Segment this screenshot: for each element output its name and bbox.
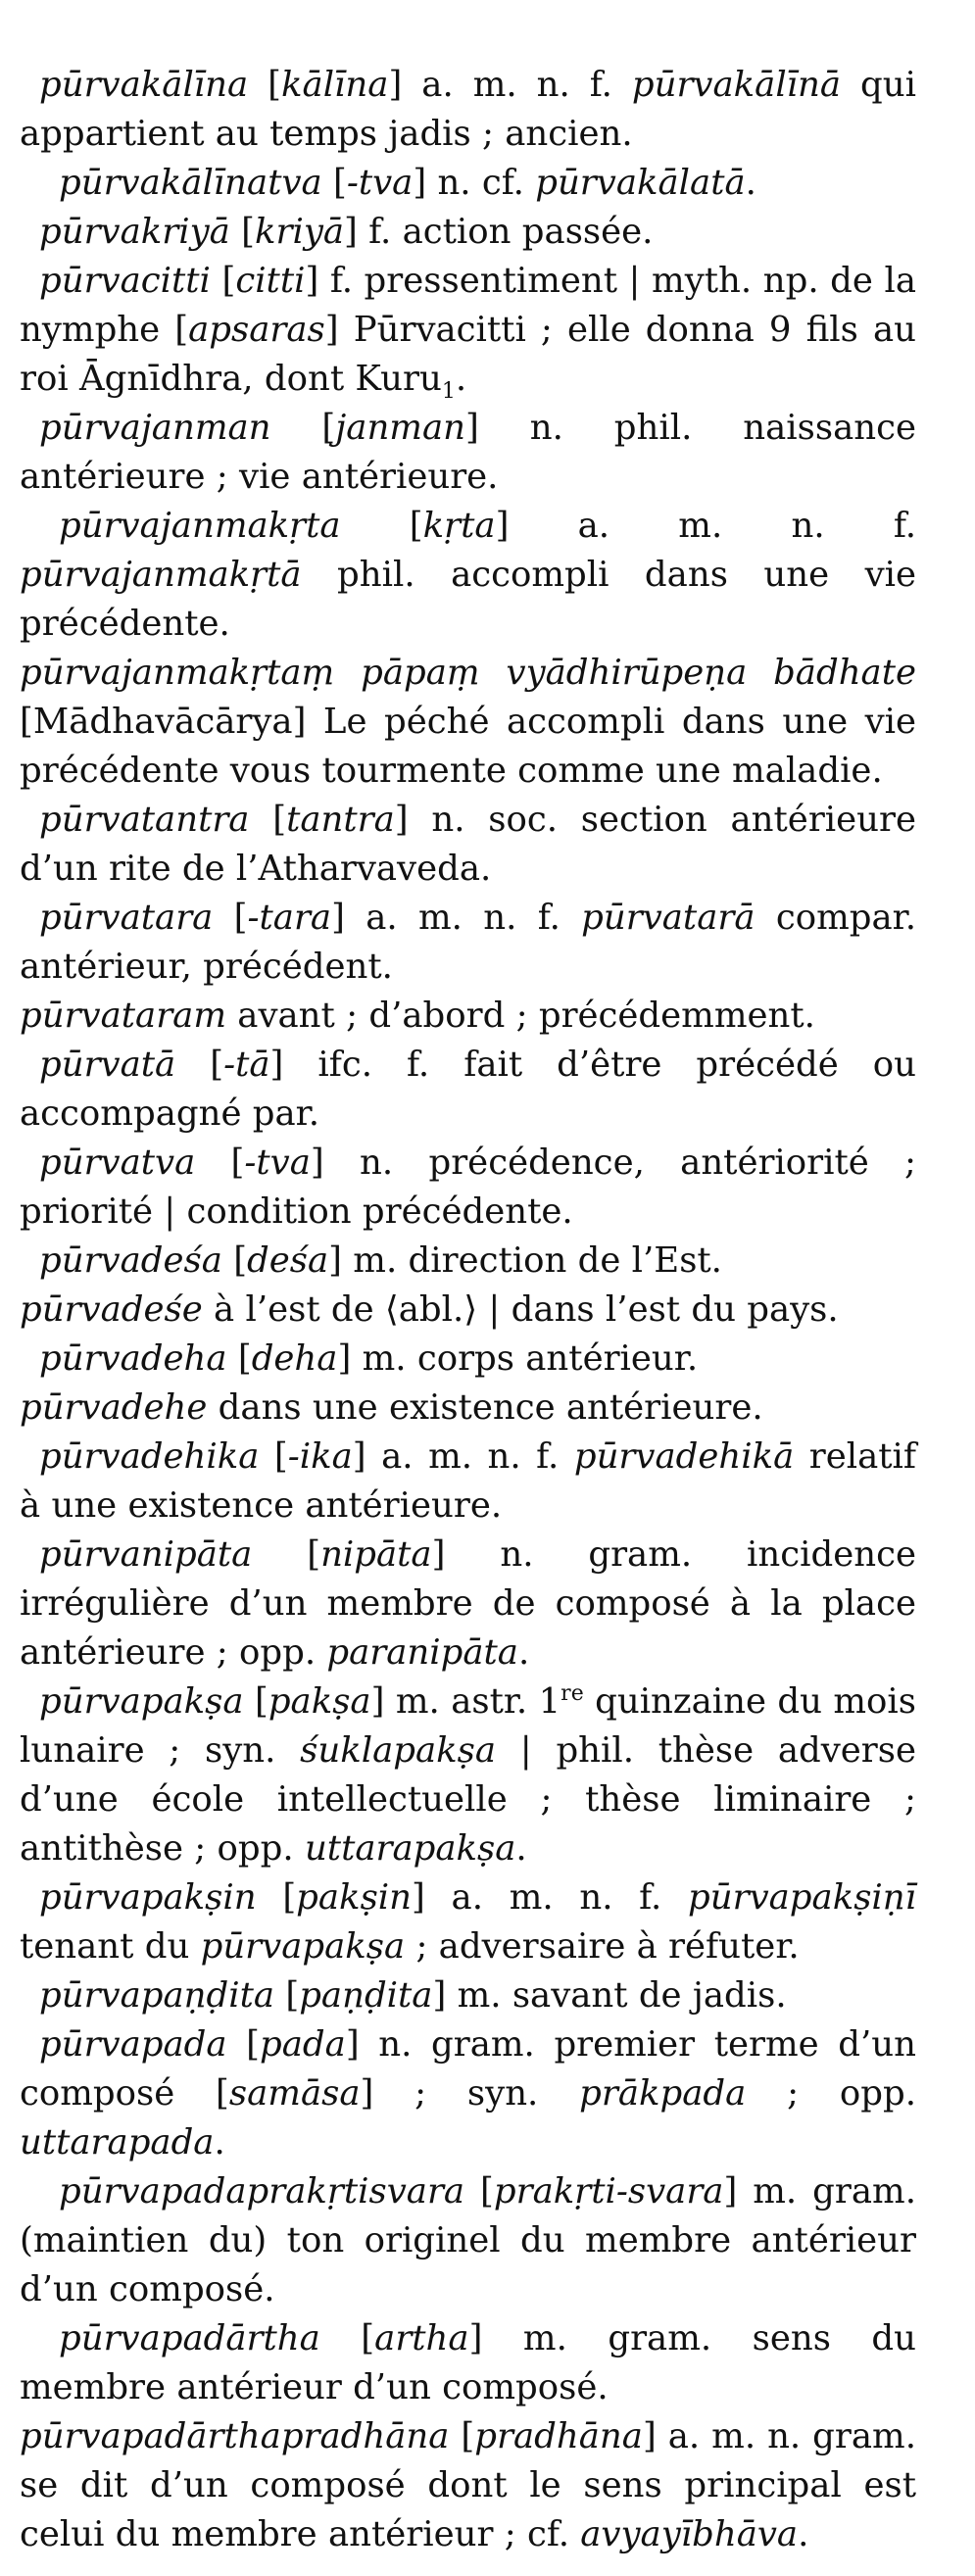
entry-text: qui appartient au temps jadis ; ancien. [20,65,916,154]
entry-text: relatif à une existence antérieure. [20,1436,917,1526]
dictionary-entry [20,1335,916,1384]
entry-text: [ [259,1436,288,1477]
entry-text: [ [274,1975,300,2016]
entry-term-italic: pūrvapaṇḍita [39,1975,275,2016]
entry-text: ] f. pressentiment | myth. np. de la nymphe [ [20,261,916,350]
entry-term-italic: artha [374,2318,469,2358]
entry-term-italic: -tara [247,898,332,938]
entry-term-italic: pūrvadeśa [39,1240,222,1281]
dictionary-entry [20,1531,916,1677]
dictionary-entry [20,1139,916,1237]
entry-text: [ [319,2318,375,2358]
entry-text: . [455,359,467,399]
entry-text: ] n. soc. section antérieure d’un rite de l’Atharvaveda. [20,800,916,889]
entry-text: ] m. savant de jadis. [432,1975,787,2016]
entry-term-italic: pūrvapakṣa [39,1681,244,1722]
entry-text: [ [210,261,236,301]
entry-text: avant ; d’abord ; précédemment. [226,996,815,1036]
entry-text: | phil. thèse adverse d’une école intellectuelle ; thèse liminaire ; antithèse ; opp. [20,1730,916,1869]
dictionary-entry [20,1041,916,1139]
entry-text: ] m. corps antérieur. [337,1338,699,1379]
entry-text: ] a. m. n. f. [352,1436,574,1477]
entry-term-italic: pūrvatantra [39,800,250,840]
dictionary-entry [20,649,916,796]
entry-text: [ [249,800,287,840]
entry-text: . [798,2514,809,2554]
entry-term-italic: prākpada [579,2073,747,2114]
dictionary-entry [20,796,916,894]
entry-term-italic: pūrvajanmakṛtā [20,555,302,595]
entry-term-italic: kriyā [254,212,345,252]
entry-text: à l’est de ⟨abl.⟩ | dans l’est du pays. [202,1289,839,1330]
dictionary-entry [20,404,916,502]
dictionary-entry [20,992,916,1041]
entry-term-italic: avyayībhāva [580,2514,799,2554]
entry-term-italic: citti [235,261,306,301]
entry-text: dans une existence antérieure. [207,1387,763,1428]
entry-text: . [745,163,756,203]
entry-term-italic: pūrvatā [39,1045,176,1085]
entry-text: tenant du [20,1926,201,1967]
entry-text: compar. antérieur, précédent. [20,898,916,987]
entry-text: [ [195,1142,245,1183]
entry-script-index: re [561,1681,584,1707]
entry-term-italic: pūrvapadārtha [59,2318,320,2358]
entry-term-italic: pūrvadehikā [573,1436,795,1477]
entry-term-italic: kṛta [422,506,496,546]
entry-text: ] n. gram. incidence irrégulière d’un membre de composé à la place antérieure ; opp. [20,1534,916,1673]
entry-term-italic: janman [335,408,465,448]
dictionary-entry [20,61,916,159]
dictionary-entry [20,1237,916,1286]
dictionary-entry [20,257,916,404]
entry-term-italic: pūrvadeśe [20,1289,203,1330]
entry-term-italic: pūrvajanmakṛtaṃ pāpaṃ vyādhirūpeṇa bādhate [20,653,916,693]
dictionary-entry [20,159,916,208]
entry-text: [ [248,65,282,105]
entry-term-italic: prakṛti-svara [493,2171,724,2211]
entry-text: [ [175,1045,224,1085]
entry-text: . [515,1828,527,1869]
entry-term-italic: pūrvakriyā [39,212,230,252]
entry-term-italic: pūrvakālīna [39,65,249,105]
entry-term-italic: paranipāta [326,1632,518,1673]
entry-text: [ [221,1240,248,1281]
entry-text: ] m. astr. 1 [370,1681,561,1722]
entry-term-italic: pūrvapada [39,2024,227,2065]
entry-text: ] n. précédence, antériorité ; priorité | condition précédente. [20,1142,917,1232]
dictionary-entry [20,1286,916,1335]
entry-text: . [517,1632,530,1673]
entry-term-italic: pūrvadeha [39,1338,227,1379]
entry-term-italic: pakṣin [296,1877,413,1918]
entry-text: ; adversaire à réfuter. [405,1926,800,1967]
entry-text: ] ifc. f. fait d’être précédé ou accompagné par. [20,1045,917,1134]
entry-term-italic: uttarapada [20,2122,215,2163]
entry-script-index: 1 [441,379,456,405]
entry-text: ] f. action passée. [344,212,654,252]
entry-text: [ [270,408,336,448]
entry-term-italic: pūrvadehika [39,1436,260,1477]
entry-term-italic: tantra [286,800,395,840]
dictionary-entry [20,894,916,992]
entry-text: [ [213,898,248,938]
entry-term-italic: uttarapakṣa [304,1828,516,1869]
entry-term-italic: pūrvapakṣin [39,1877,257,1918]
dictionary-entry [20,1971,916,2020]
entry-text: ; opp. [746,2073,916,2114]
entry-text: ] a. m. n. f. [495,506,916,546]
entry-text: [ [340,506,423,546]
entry-term-italic: pūrvakālīnatva [59,163,322,203]
entry-text: ] ; syn. [360,2073,580,2114]
entry-text: ] a. m. n. f. [331,898,582,938]
entry-term-italic: pradhāna [474,2416,643,2456]
entry-text: ] n. phil. naissance antérieure ; vie antérieure. [20,408,916,497]
entry-text: [ [229,212,255,252]
entry-term-italic: pūrvapadaprakṛtisvara [59,2171,465,2211]
entry-term-italic: pūrvajanman [39,408,271,448]
entry-text: ] n. gram. premier terme d’un composé [ [20,2024,917,2114]
dictionary-entry [20,1677,916,1873]
entry-term-italic: pūrvataram [20,996,227,1036]
entry-text: [ [256,1877,297,1918]
dictionary-entry [20,1384,916,1433]
entry-term-italic: nipāta [320,1534,432,1575]
entry-text: ] m. gram. sens du membre antérieur d’un composé. [20,2318,916,2407]
entry-text: ] m. gram. (maintien du) ton originel du membre antérieur d’un composé. [20,2171,916,2309]
entry-text: [Mādhavācārya] Le péché accompli dans une vie précédente vous tourmente comme une maladie. [20,702,916,791]
entry-text: ] a. m. n. f. [388,65,632,105]
dictionary-entry [20,2167,916,2314]
entry-text: [ [252,1534,321,1575]
entry-term-italic: -tva [244,1142,311,1183]
entry-term-italic: pūrvakālatā [535,163,746,203]
entry-term-italic: śuklapakṣa [300,1730,497,1771]
entry-term-italic: pūrvatarā [581,898,756,938]
entry-term-italic: pūrvadehe [20,1387,208,1428]
entry-term-italic: pūrvapakṣiṇī [688,1877,916,1918]
entry-text: . [214,2122,225,2163]
entry-term-italic: pūrvanipāta [39,1534,253,1575]
entry-term-italic: pūrvatara [39,898,214,938]
entry-term-italic: pūrvajanmakṛta [59,506,341,546]
dictionary-entry [20,2020,916,2167]
entry-text: [ [226,2024,261,2065]
entry-text: quinzaine du mois lunaire ; syn. [20,1681,916,1771]
dictionary-entry [20,1433,916,1531]
entry-text: ] n. cf. [413,163,536,203]
dictionary-entry [20,1873,916,1971]
dictionary-entry [20,502,916,649]
entry-term-italic: pakṣa [268,1681,371,1722]
entry-term-italic: deśa [247,1240,329,1281]
entry-text: [ [226,1338,252,1379]
entry-term-italic: pada [260,2024,346,2065]
dictionary-entry [20,2314,916,2412]
dictionary-entry [20,2412,916,2559]
entry-text: [ [243,1681,268,1722]
entry-term-italic: apsaras [188,310,325,350]
entry-term-italic: samāsa [228,2073,361,2114]
entry-text: ] m. direction de l’Est. [328,1240,722,1281]
entry-text: [ [321,163,347,203]
entry-term-italic: paṇḍita [299,1975,433,2016]
entry-text: [ [464,2171,494,2211]
entry-term-italic: pūrvatva [39,1142,196,1183]
dictionary-entry [20,208,916,257]
entry-term-italic: pūrvakālīnā [631,65,842,105]
entry-term-italic: pūrvapakṣa [200,1926,406,1967]
entry-term-italic: -ika [287,1436,353,1477]
entry-term-italic: deha [251,1338,338,1379]
entry-term-italic: kālīna [281,65,389,105]
entry-text: ] a. m. n. gram. se dit d’un composé dont le sens principal est celui du membre antérieur ; cf. [20,2416,916,2554]
entry-term-italic: pūrvapadārthapradhāna [20,2416,450,2456]
entry-text: ] a. m. n. f. [412,1877,689,1918]
entry-term-italic: pūrvacitti [39,261,211,301]
entry-term-italic: -tā [223,1045,270,1085]
entry-term-italic: -tva [346,163,414,203]
entry-text: [ [449,2416,475,2456]
entry-text: phil. accompli dans une vie précédente. [20,555,916,644]
entry-text: ] Pūrvacitti ; elle donna 9 fils au roi Āgnīdhra, dont Kuru [20,310,916,399]
